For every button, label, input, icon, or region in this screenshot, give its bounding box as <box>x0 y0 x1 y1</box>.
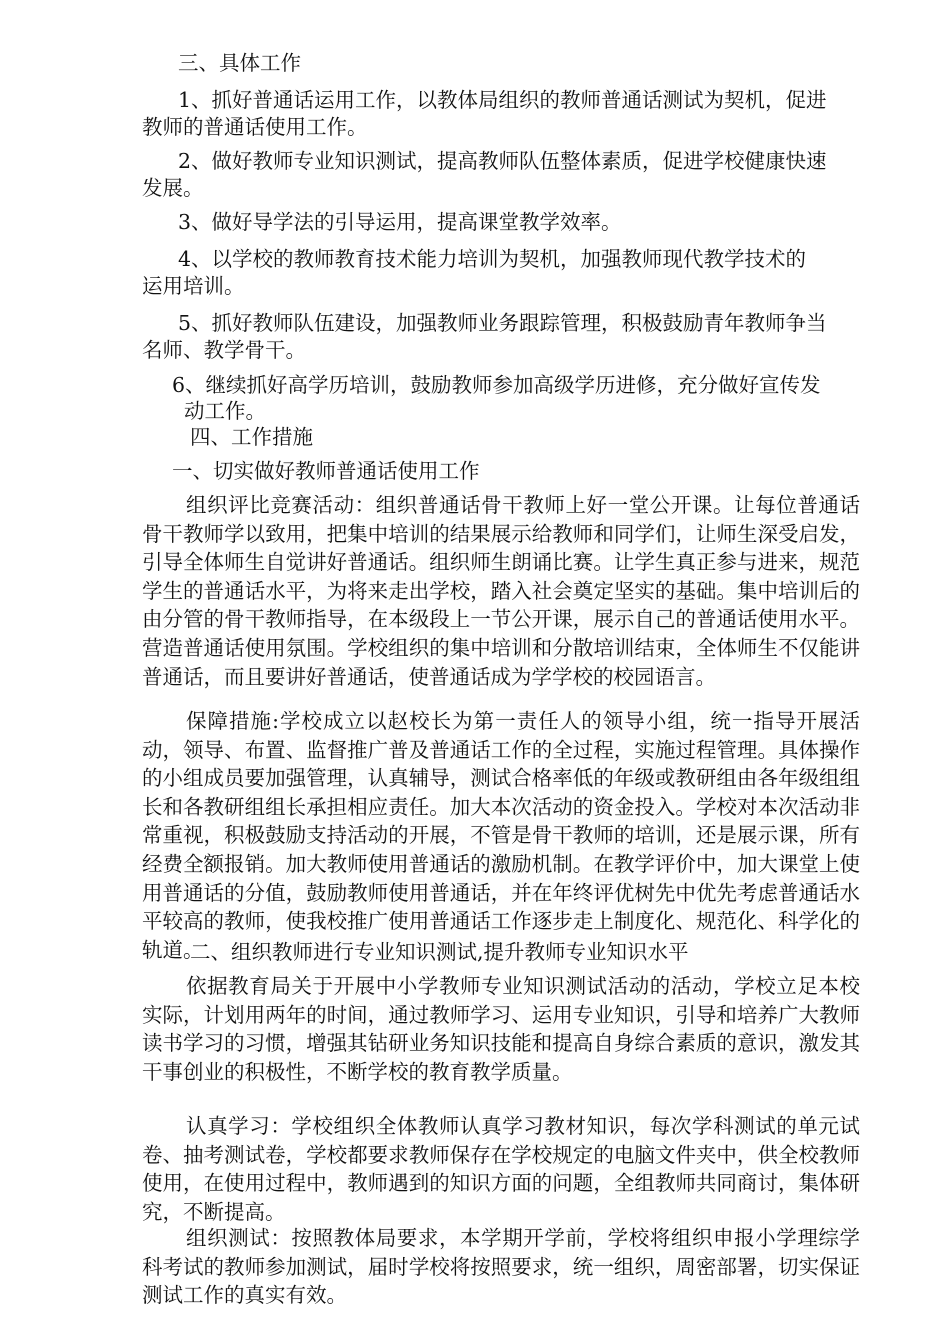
item-6-line2: 动工作。 <box>184 399 266 423</box>
item-2-line2: 发展。 <box>142 176 204 200</box>
item-3-line1: 3、做好导学法的引导运用，提高课堂教学效率。 <box>178 210 622 234</box>
item-6-line1: 6、继续抓好高学历培训，鼓励教师参加高级学历进修，充分做好宣传发 <box>172 373 821 397</box>
subsection1-heading: 一、切实做好教师普通话使用工作 <box>172 459 480 483</box>
paragraph-competition: 组织评比竞赛活动：组织普通话骨干教师上好一堂公开课。让每位普通话骨干教师学以致用，把集中培训的结果展示给教师和同学们，让师生深受启发，引导全体师生自觉讲好普通话。组织师生朗诵比赛。让学生真正参与进来，规范学生的普通话水平，为将来走出学校，踏入社会奠定坚实的基础。集中培训后的由分管的骨干教师指导，在本级段上一节公开课，展示自己的普通话使用水平。营造普通话使用氛围。学校组织的集中培训和分散培训结束，全体师生不仅能讲普通话，而且要讲好普通话，使普通话成为学学校的校园语言。 <box>142 493 860 689</box>
item-5-line1: 5、抓好教师队伍建设，加强教师业务跟踪管理，积极鼓励青年教师争当 <box>178 311 827 335</box>
item-1-line1: 1、抓好普通话运用工作，以教体局组织的教师普通话测试为契机，促进 <box>178 88 827 112</box>
item-4-line2: 运用培训。 <box>142 274 245 298</box>
item-5-line2: 名师、教学骨干。 <box>142 338 306 362</box>
subsection2-heading: 二、组织教师进行专业知识测试,提升教师专业知识水平 <box>190 940 689 964</box>
item-4-line1: 4、以学校的教师教育技术能力培训为契机，加强教师现代教学技术的 <box>178 247 807 271</box>
paragraph-guarantee: 保障措施:学校成立以赵校长为第一责任人的领导小组，统一指导开展活动，领导、布置、监督推广普及普通话工作的全过程，实施过程管理。具体操作的小组成员要加强管理，认真辅导，测试合格率低的年级或教研组由各年级组组长和各教研组组长承担相应责任。加大本次活动的资金投入。学校对本次活动非常重视，积极鼓励支持活动的开展，不管是骨干教师的培训，还是展示课，所有经费全额报销。加大教师使用普通话的激励机制。在教学评价中，加大课堂上使用普通话的分值，鼓励教师使用普通话，并在年终评优树先中优先考虑普通话水平较高的教师，使我校推广使用普通话工作逐步走上制度化、规范化、科学化的轨道。 <box>142 709 860 962</box>
paragraph-basis: 依据教育局关于开展中小学教师专业知识测试活动的活动，学校立足本校实际，计划用两年的时间，通过教师学习、运用专业知识，引导和培养广大教师读书学习的习惯，增强其钻研业务知识技能和提高自身综合素质的意识，激发其干事创业的积极性，不断学校的教育教学质量。 <box>142 974 860 1084</box>
paragraph-study: 认真学习：学校组织全体教师认真学习教材知识，每次学科测试的单元试卷、抽考测试卷，学校都要求教师保存在学校规定的电脑文件夹中，供全校教师使用，在使用过程中，教师遇到的知识方面的问题，全组教师共同商讨，集体研究，不断提高。 <box>142 1114 860 1224</box>
item-1-line2: 教师的普通话使用工作。 <box>142 115 368 139</box>
section4-heading: 四、工作措施 <box>190 425 313 449</box>
item-2-line1: 2、做好教师专业知识测试，提高教师队伍整体素质，促进学校健康快速 <box>178 149 827 173</box>
section3-heading: 三、具体工作 <box>178 51 301 75</box>
paragraph-test: 组织测试：按照教体局要求，本学期开学前，学校将组织申报小学理综学科考试的教师参加测试，届时学校将按照要求，统一组织，周密部署，切实保证测试工作的真实有效。 <box>142 1226 860 1308</box>
